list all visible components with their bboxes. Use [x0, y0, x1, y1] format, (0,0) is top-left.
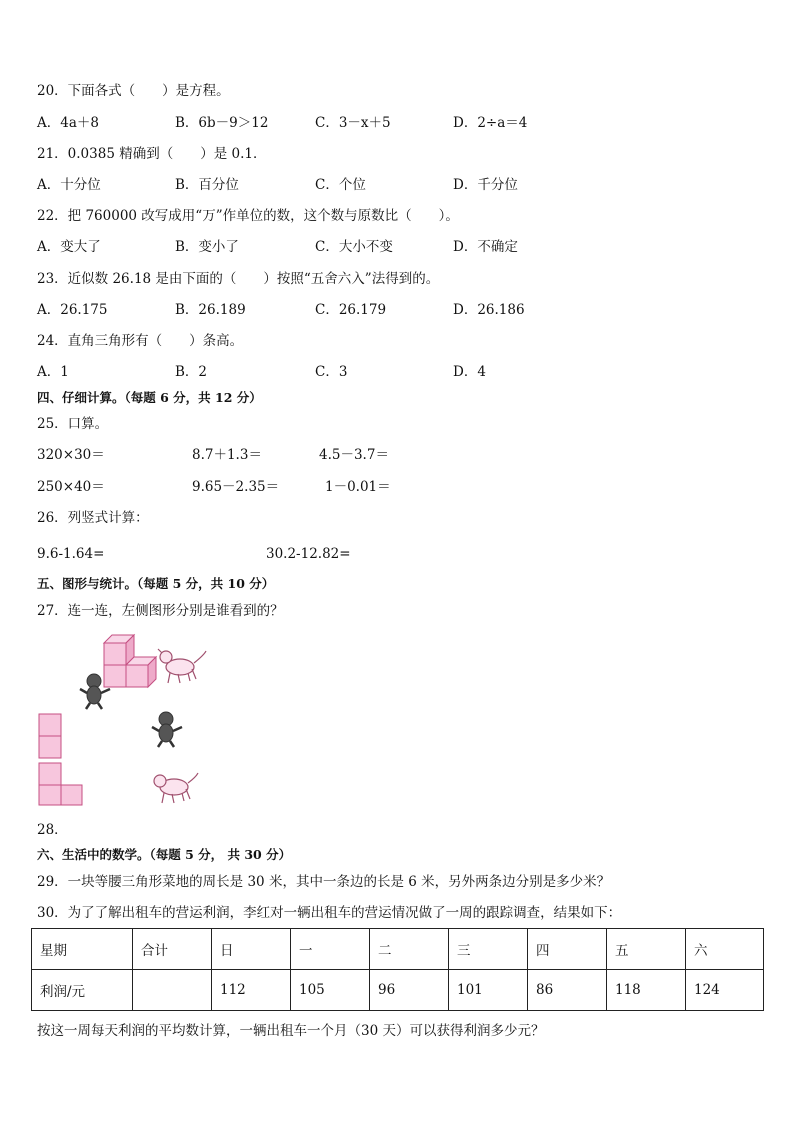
- table-cell: 五: [607, 929, 686, 970]
- q21-option-c: C．个位: [315, 177, 366, 193]
- profit-table: [31, 928, 764, 1011]
- q25-stem: 25．口算。: [37, 416, 109, 432]
- oral-item: 8.7＋1.3＝: [192, 447, 262, 463]
- table-cell: 101: [449, 970, 528, 1011]
- q22-option-b: B．变小了: [175, 239, 239, 255]
- table-cell: 日: [212, 929, 291, 970]
- table-cell: 合计: [133, 929, 212, 970]
- table-cell: 三: [449, 929, 528, 970]
- table-cell: 星期: [32, 929, 133, 970]
- table-cell: [133, 970, 212, 1011]
- q23-option-a: A．26.175: [37, 302, 108, 318]
- table-cell: 112: [212, 970, 291, 1011]
- section-4-heading: 四、仔细计算。（每题 6 分，共 12 分）: [37, 390, 262, 405]
- oral-item: 9.65－2.35＝: [192, 479, 280, 495]
- q20-option-c: C．3－x＋5: [315, 115, 391, 131]
- q24-option-d: D．4: [453, 364, 486, 380]
- q23-option-d: D．26.186: [453, 302, 525, 318]
- vertical-calc-item: 30.2-12.82=: [266, 546, 351, 562]
- table-cell: 二: [370, 929, 449, 970]
- table-row: [32, 970, 764, 1011]
- table-cell: 105: [291, 970, 370, 1011]
- q24-stem: 24．直角三角形有（ ）条高。: [37, 333, 244, 349]
- table-cell: 一: [291, 929, 370, 970]
- q26-stem: 26．列竖式计算：: [37, 510, 149, 526]
- q21-stem: 21．0.0385 精确到（ ）是 0.1．: [37, 146, 267, 162]
- q24-option-c: C．3: [315, 364, 348, 380]
- table-cell: 96: [370, 970, 449, 1011]
- q22-stem: 22．把 760000 改写成用“万”作单位的数，这个数与原数比（ ）。: [37, 208, 459, 224]
- oral-item: 1－0.01＝: [325, 479, 391, 495]
- left-view-figure: [39, 714, 61, 758]
- q23-option-c: C．26.179: [315, 302, 387, 318]
- q29-stem: 29．一块等腰三角形菜地的周长是 30 米，其中一条边的长是 6 米，另外两条边分别是多少米？: [37, 874, 611, 890]
- q24-option-a: A．1: [37, 364, 69, 380]
- q24-option-b: B．2: [175, 364, 208, 380]
- q27-figure: [30, 625, 230, 815]
- q20-stem: 20．下面各式（ ）是方程。: [37, 83, 230, 99]
- oral-item: 4.5－3.7＝: [319, 447, 389, 463]
- q21-option-a: A．十分位: [37, 177, 101, 193]
- q30-stem: 30．为了了解出租车的营运利润，李红对一辆出租车的营运情况做了一周的跟踪调查，结果如下：: [37, 905, 622, 921]
- q23-stem: 23．近似数 26.18 是由下面的（ ）按照“五舍六入”法得到的。: [37, 271, 440, 287]
- table-cell: 118: [607, 970, 686, 1011]
- q23-option-b: B．26.189: [175, 302, 246, 318]
- q22-option-d: D．不确定: [453, 239, 518, 255]
- vertical-calc-item: 9.6-1.64=: [37, 546, 105, 562]
- front-view-figure: [39, 763, 82, 805]
- q21-option-d: D．千分位: [453, 177, 518, 193]
- section-5-heading: 五、图形与统计。（每题 5 分，共 10 分）: [37, 576, 275, 591]
- table-cell: 86: [528, 970, 607, 1011]
- q22-option-c: C．大小不变: [315, 239, 393, 255]
- section-6-heading: 六、生活中的数学。（每题 5 分， 共 30 分）: [37, 847, 292, 862]
- table-cell: 六: [686, 929, 764, 970]
- dog-figure: [158, 649, 206, 683]
- q21-option-b: B．百分位: [175, 177, 239, 193]
- q27-stem: 27．连一连，左侧图形分别是谁看到的？: [37, 603, 284, 619]
- q22-option-a: A．变大了: [37, 239, 101, 255]
- monkey-figure: [152, 712, 182, 747]
- q20-option-b: B．6b－9＞12: [175, 115, 269, 131]
- table-row: [32, 929, 764, 970]
- oral-item: 320×30＝: [37, 447, 105, 463]
- dog-figure: [154, 773, 198, 803]
- table-cell: 利润/元: [32, 970, 133, 1011]
- oral-item: 250×40＝: [37, 479, 105, 495]
- table-cell: 四: [528, 929, 607, 970]
- cube-stack-figure: [104, 635, 156, 687]
- table-cell: 124: [686, 970, 764, 1011]
- q20-option-d: D．2÷a＝4: [453, 115, 528, 131]
- q28-stem: 28．: [37, 822, 68, 838]
- q30-question: 按这一周每天利润的平均数计算，一辆出租车一个月（30 天）可以获得利润多少元？: [37, 1023, 545, 1039]
- q20-option-a: A．4a＋8: [37, 115, 99, 131]
